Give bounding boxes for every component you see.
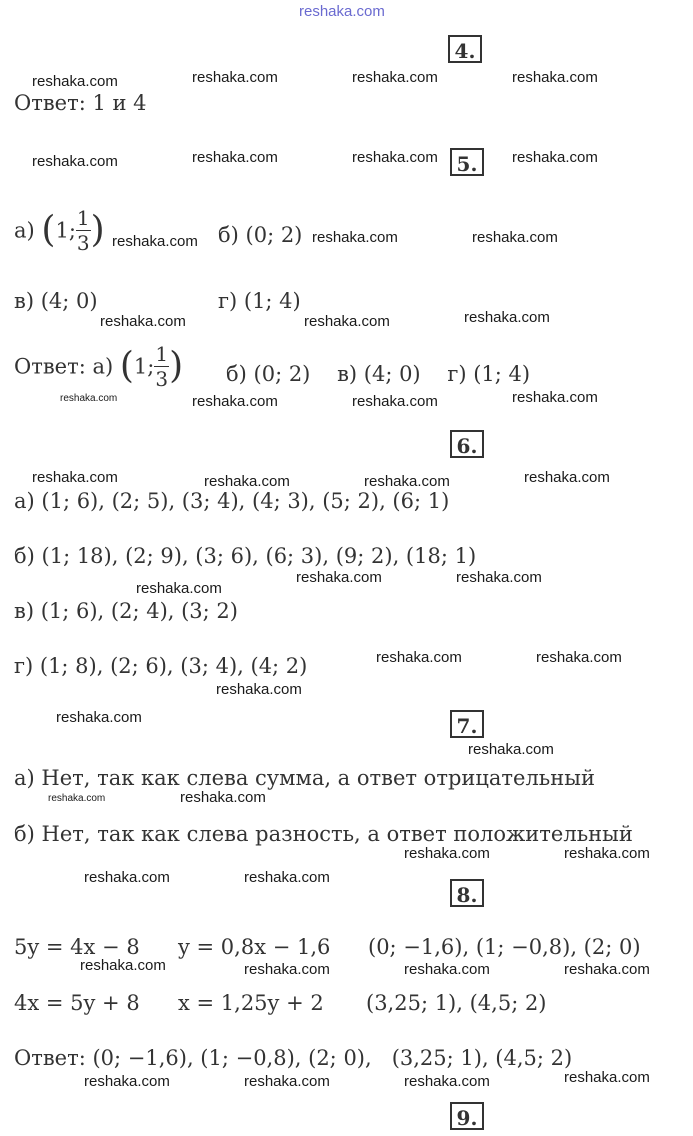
task-5-answer-int: 1;	[133, 354, 155, 379]
watermark: reshaka.com	[536, 649, 622, 666]
fraction-denominator: 3	[155, 367, 169, 391]
watermark: reshaka.com	[352, 69, 438, 86]
task-8-eq1: 5y = 4x − 8	[14, 935, 140, 959]
task-5-a-int: 1;	[55, 218, 76, 243]
watermark: reshaka.com	[244, 961, 330, 978]
watermark: reshaka.com	[468, 741, 554, 758]
watermark: reshaka.com	[56, 709, 142, 726]
watermark: reshaka.com	[352, 393, 438, 410]
task-5-answer-rest: б) (0; 2) в) (4; 0) г) (1; 4)	[226, 362, 531, 386]
task-5-a	[14, 206, 105, 255]
watermark: reshaka.com	[32, 73, 118, 90]
watermark: reshaka.com	[456, 569, 542, 586]
watermark: reshaka.com	[364, 473, 450, 490]
watermark: reshaka.com	[404, 845, 490, 862]
paren-open: (	[119, 345, 134, 387]
task-6-b: б) (1; 18), (2; 9), (3; 6), (6; 3), (9; 2), (18; 1)	[14, 544, 477, 568]
task-5-v: в) (4; 0)	[14, 289, 98, 313]
watermark: reshaka.com	[564, 1069, 650, 1086]
watermark: reshaka.com	[48, 793, 106, 804]
watermark: reshaka.com	[512, 69, 598, 86]
task-8-eq2-points: (3,25; 1), (4,5; 2)	[366, 991, 547, 1015]
watermark: reshaka.com	[564, 845, 650, 862]
watermark: reshaka.com	[512, 389, 598, 406]
watermark: reshaka.com	[312, 229, 398, 246]
paren-open: (	[41, 209, 56, 251]
task-8-answer: Ответ: (0; −1,6), (1; −0,8), (2; 0), (3,25; 1), (4,5; 2)	[14, 1046, 573, 1070]
task-7-b: б) Нет, так как слева разность, а ответ положительный	[14, 822, 633, 846]
task-8-eq2-solved: x = 1,25y + 2	[178, 991, 324, 1015]
task-number-9: 9.	[450, 1102, 484, 1130]
watermark: reshaka.com	[84, 869, 170, 886]
watermark: reshaka.com	[180, 789, 266, 806]
paren-close: )	[169, 345, 184, 387]
task-number-8: 8.	[450, 879, 484, 907]
task-8-eq1-solved: y = 0,8x − 1,6	[178, 935, 331, 959]
watermark: reshaka.com	[32, 153, 118, 170]
watermark: reshaka.com	[404, 961, 490, 978]
fraction-denominator: 3	[76, 231, 90, 255]
watermark: reshaka.com	[304, 313, 390, 330]
task-5-answer	[14, 342, 183, 391]
task-4-answer: Ответ: 1 и 4	[14, 91, 147, 115]
watermark: reshaka.com	[244, 869, 330, 886]
watermark: reshaka.com	[192, 149, 278, 166]
watermark: reshaka.com	[404, 1073, 490, 1090]
watermark: reshaka.com	[112, 233, 198, 250]
watermark: reshaka.com	[192, 393, 278, 410]
task-5-a-fraction	[76, 206, 91, 255]
task-number-7: 7.	[450, 710, 484, 738]
watermark: reshaka.com	[564, 961, 650, 978]
task-6-v: в) (1; 6), (2; 4), (3; 2)	[14, 599, 238, 623]
watermark: reshaka.com	[192, 69, 278, 86]
watermark: reshaka.com	[60, 393, 118, 404]
task-5-answer-prefix: Ответ: а)	[14, 354, 114, 379]
task-7-a: а) Нет, так как слева сумма, а ответ отрицательный	[14, 766, 595, 790]
watermark: reshaka.com	[472, 229, 558, 246]
task-8-eq1-points: (0; −1,6), (1; −0,8), (2; 0)	[368, 935, 641, 959]
watermark: reshaka.com	[376, 649, 462, 666]
task-5-g: г) (1; 4)	[218, 289, 301, 313]
task-8-eq2: 4x = 5y + 8	[14, 991, 140, 1015]
watermark: reshaka.com	[244, 1073, 330, 1090]
task-number-4: 4.	[448, 35, 482, 63]
watermark: reshaka.com	[512, 149, 598, 166]
watermark: reshaka.com	[136, 580, 222, 597]
task-number-5: 5.	[450, 148, 484, 176]
watermark: reshaka.com	[32, 469, 118, 486]
watermark: reshaka.com	[464, 309, 550, 326]
task-5-a-label: а)	[14, 218, 35, 243]
fraction-numerator: 1	[155, 342, 169, 366]
watermark: reshaka.com	[524, 469, 610, 486]
site-header[interactable]: reshaka.com	[299, 3, 385, 20]
watermark: reshaka.com	[204, 473, 290, 490]
task-number-6: 6.	[450, 430, 484, 458]
watermark: reshaka.com	[216, 681, 302, 698]
task-5-b: б) (0; 2)	[218, 223, 303, 247]
fraction-numerator: 1	[76, 206, 90, 230]
task-6-g: г) (1; 8), (2; 6), (3; 4), (4; 2)	[14, 654, 308, 678]
paren-close: )	[90, 209, 105, 251]
watermark: reshaka.com	[84, 1073, 170, 1090]
task-6-a: а) (1; 6), (2; 5), (3; 4), (4; 3), (5; 2), (6; 1)	[14, 489, 450, 513]
watermark: reshaka.com	[80, 957, 166, 974]
task-5-answer-fraction	[154, 342, 169, 391]
watermark: reshaka.com	[100, 313, 186, 330]
watermark: reshaka.com	[352, 149, 438, 166]
watermark: reshaka.com	[296, 569, 382, 586]
